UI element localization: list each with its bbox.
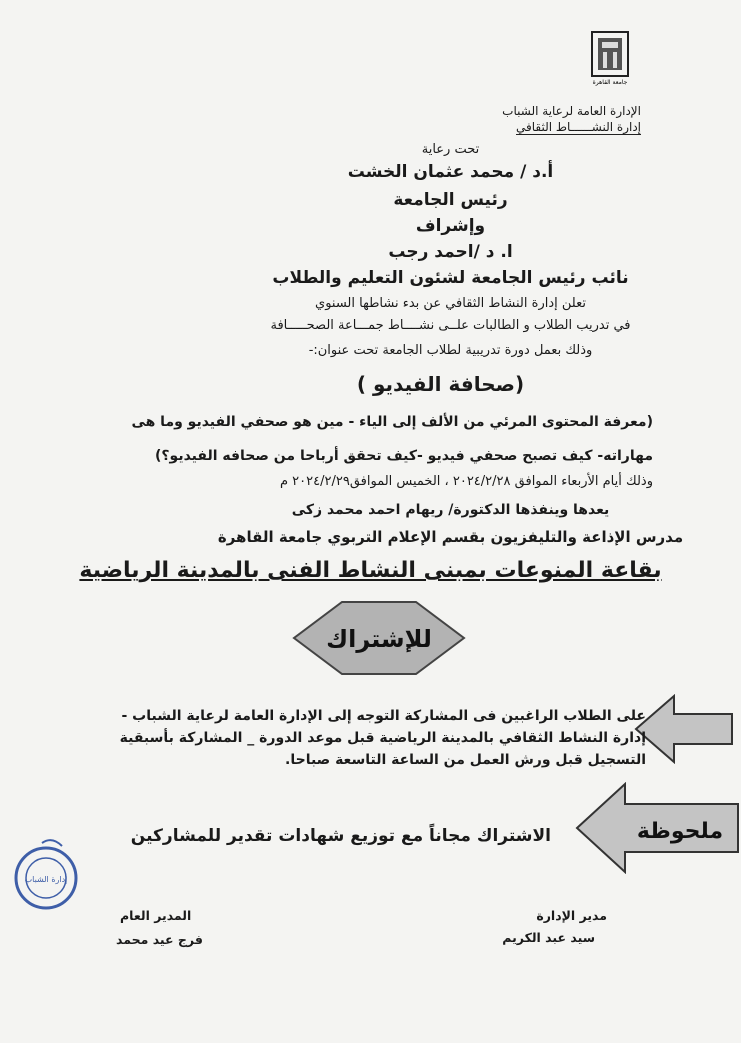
logo-caption: جامعة القاهرة — [592, 79, 628, 86]
course-title: (صحافة الفيديو ) — [356, 372, 525, 396]
instructor-title: مدرس الإذاعة والتليفزيون بقسم الإعلام التربوي جامعة القاهرة — [217, 528, 684, 546]
instructions-line-2: إدارة النشاط الثقافي بالمدينة الرياضية قبل موعد الدورة _ المشاركة بأسبقية — [119, 730, 646, 746]
announcement-line-3: وذلك بعمل دورة تدريبية لطلاب الجامعة تحت عنوان:- — [308, 343, 593, 358]
left-arrow-icon — [634, 694, 734, 764]
course-desc-line-2: مهاراته- كيف تصبح صحفي فيديو -كيف تحقق أرباحا من صحافه الفيديو؟) — [155, 448, 653, 464]
president-title: رئيس الجامعة — [393, 190, 508, 210]
instructions-line-3: التسجيل قبل ورش العمل من الساعة التاسعة صباحا. — [285, 752, 646, 768]
vp-name: ا. د /احمد رجب — [388, 242, 513, 262]
announcement-line-2: في تدريب الطلاب و الطالبات علــى نشــــاط جمـــاعة الصحـــــافة — [270, 318, 631, 333]
manager-name: سيد عبد الكريم — [502, 930, 595, 945]
note-text: الاشتراك مجاناً مع توزيع شهادات تقدير للمشاركين — [130, 826, 551, 846]
announcement-line-1: تعلن إدارة النشاط الثقافي عن بدء نشاطها السنوي — [315, 296, 586, 311]
university-logo — [588, 30, 632, 86]
course-desc-line-1: (معرفة المحتوى المرئي من الألف إلى الياء - مين هو صحفي الفيديو وما هى — [131, 414, 653, 430]
svg-text:إدارة الشباب: إدارة الشباب — [24, 875, 68, 884]
general-manager-name: فرج عيد محمد — [116, 932, 203, 947]
vp-title: نائب رئيس الجامعة لشئون التعليم والطلاب — [272, 268, 629, 288]
under-patronage: تحت رعاية — [421, 142, 480, 157]
president-name: أ.د / محمد عثمان الخشت — [347, 162, 554, 182]
manager-title: مدير الإدارة — [536, 908, 607, 923]
course-instructor: يعدها وينفذها الدكتورة/ ريهام احمد محمد زكى — [291, 502, 610, 518]
general-manager-title: المدير العام — [120, 908, 192, 923]
supervision-label: وإشراف — [415, 216, 486, 236]
instructions-line-1: على الطلاب الراغبين فى المشاركة التوجه إلى الإدارة العامة لرعاية الشباب - — [121, 708, 646, 724]
official-stamp — [12, 838, 80, 938]
note-arrow-icon — [575, 782, 740, 874]
course-dates: وذلك أيام الأربعاء الموافق ٢٠٢٤/٢/٢٨ ، الخميس الموافق٢٠٢٤/٢/٢٩ م — [279, 474, 653, 489]
note-label: ملحوظة — [636, 819, 724, 844]
dept-line-1: الإدارة العامة لرعاية الشباب — [502, 104, 641, 118]
dept-line-2: إدارة النشــــــاط الثقافي — [516, 120, 641, 134]
subscribe-label: للإشتراك — [326, 625, 432, 653]
course-venue: بقاعة المنوعات بمبنى النشاط الفنى بالمدينة الرياضية — [79, 558, 662, 583]
subscribe-badge — [292, 600, 466, 676]
